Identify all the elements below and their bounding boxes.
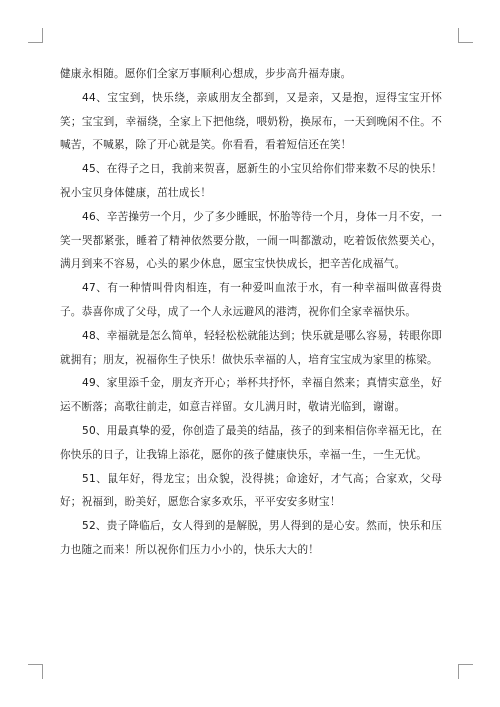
paragraph-49: 49、家里添千金，朋友齐开心；举杯共抒怀，幸福自然来；真情实意坐，好运不断落；高歌往前走，如意吉祥留。女儿满月时，敬请光临到，谢谢。: [60, 377, 442, 414]
paragraph-51: 51、鼠年好，得龙宝；出众貌，没得挑；命途好，才气高；合家欢，父母好；祝福到，盼美好，愿您合家多欢乐，平平安安多财宝！: [60, 472, 442, 509]
crop-mark-bottom-right: [458, 664, 473, 679]
crop-mark-bottom-left: [28, 664, 43, 679]
paragraph-45: 45、在得子之日，我前来贺喜，愿新生的小宝贝给你们带来数不尽的快乐！祝小宝贝身体健康，茁壮成长！: [60, 163, 442, 199]
paragraph-46: 46、辛苦操劳一个月，少了多少睡眠，怀胎等待一个月，身体一月不安，一笑一哭都紧张，睡着了精神依然要分散，一闹一叫都激动，吃着饭依然要关心，满月到来不容易，心头的累少休息，愿宝宝快快成长，把辛苦化成福气。: [60, 210, 442, 271]
document-body: [60, 63, 442, 563]
paragraph-52: 52、贵子降临后，女人得到的是解脱，男人得到的是心安。然而，快乐和压力也随之而来！所以祝你们压力小小的，快乐大大的！: [60, 520, 442, 556]
paragraph-48: 48、幸福就是怎么简单，轻轻松松就能达到；快乐就是哪么容易，转眼你即就拥有；朋友，祝福你生子快乐！做快乐幸福的人，培育宝宝成为家里的栋梁。: [60, 329, 442, 366]
paragraph-44: 44、宝宝到，快乐绕，亲戚朋友全都到，又是亲，又是抱，逗得宝宝开怀笑；宝宝到，幸福绕，全家上下把他绕，喂奶粉，换尿布，一天到晚闲不住。不喊苦，不喊累，除了开心就是笑。你看看，看着短信还在笑！: [60, 91, 442, 152]
crop-mark-top-right: [458, 28, 473, 43]
paragraph-50: 50、用最真挚的爱，你创造了最美的结晶，孩子的到来相信你幸福无比，在你快乐的日子，让我锦上添花，愿你的孩子健康快乐，幸福一生，一生无忧。: [60, 424, 442, 461]
paragraph-47: 47、有一种情叫骨肉相连，有一种爱叫血浓于水，有一种幸福叫做喜得贵子。恭喜你成了父母，成了一个人永远避风的港湾，祝你们全家幸福快乐。: [60, 282, 442, 318]
crop-mark-top-left: [28, 28, 43, 43]
paragraph-continued: 健康永相随。愿你们全家万事顺利心想成，步步高升福寿康。: [60, 68, 352, 80]
